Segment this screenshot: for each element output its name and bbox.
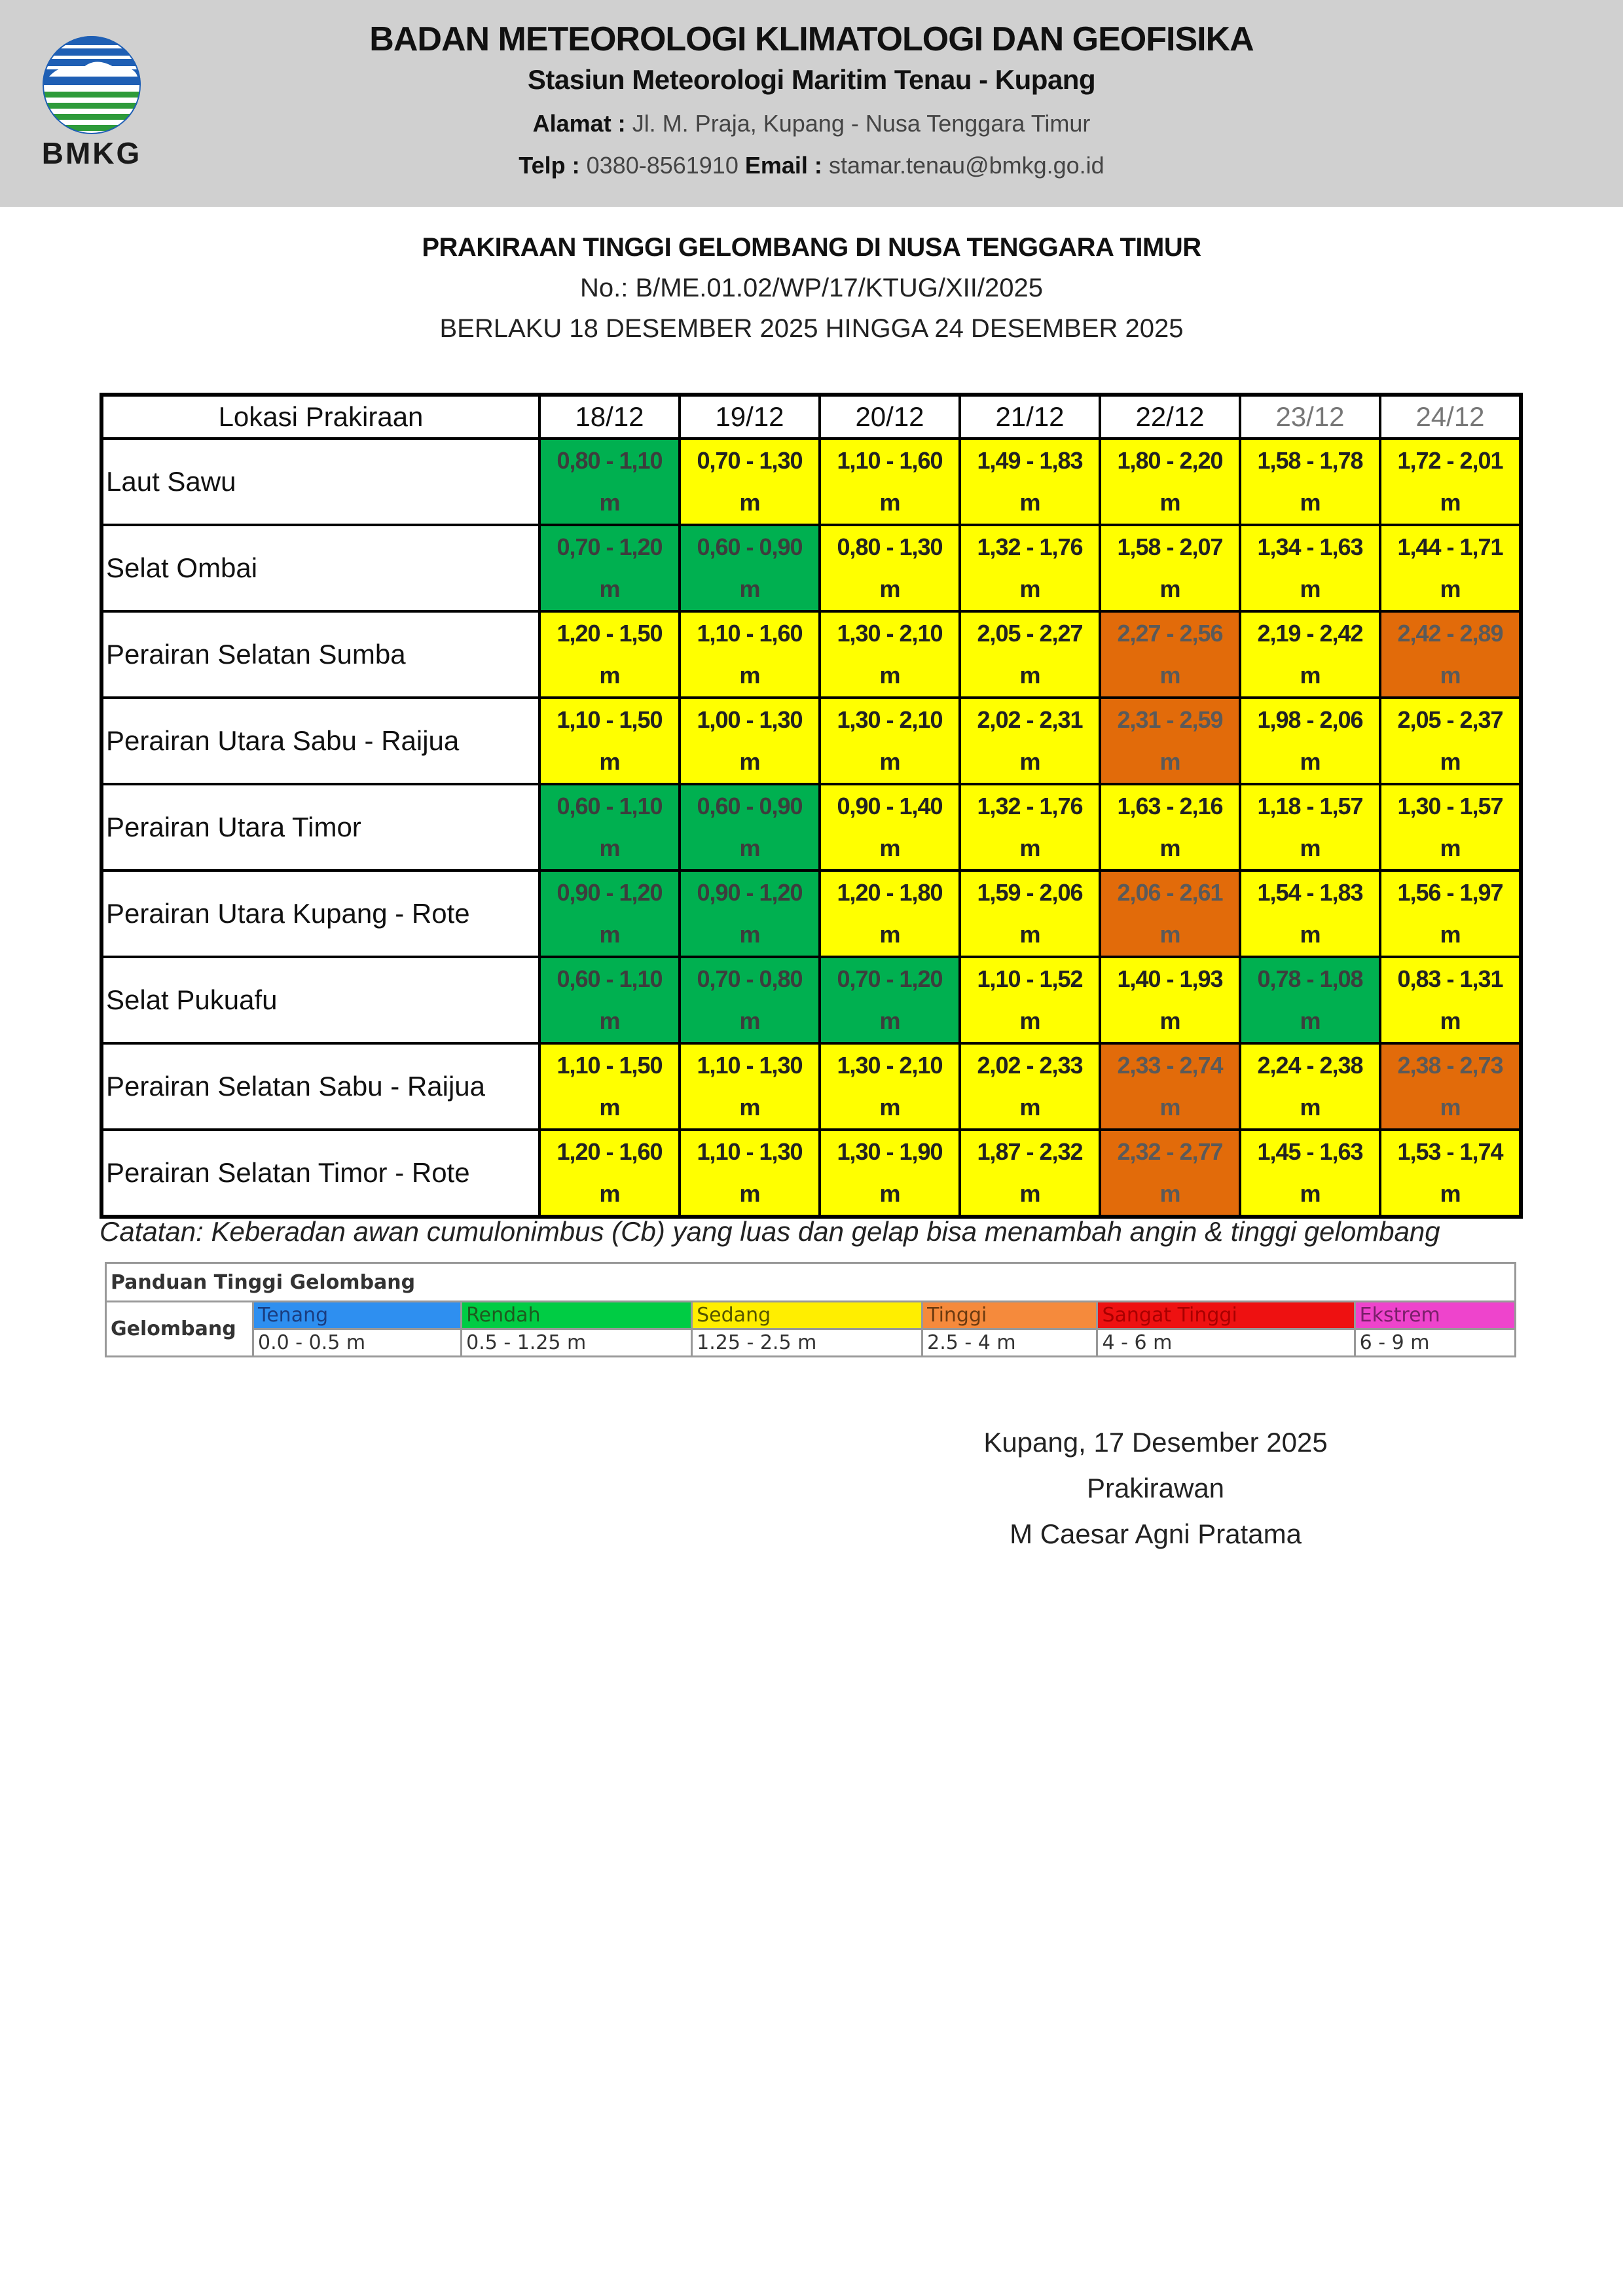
table-row bbox=[101, 698, 1521, 784]
wave-unit: m bbox=[599, 921, 620, 948]
wave-range: 1,30 - 2,10 bbox=[837, 706, 943, 733]
wave-value-cell bbox=[680, 611, 820, 698]
location-cell: Perairan Selatan Timor - Rote bbox=[101, 1130, 539, 1217]
wave-range: 2,42 - 2,89 bbox=[1397, 620, 1503, 647]
validity-period: BERLAKU 18 DESEMBER 2025 HINGGA 24 DESEMBER 2025 bbox=[439, 314, 1184, 343]
wave-unit: m bbox=[1440, 1094, 1461, 1121]
wave-unit: m bbox=[1019, 1007, 1040, 1034]
wave-range: 2,24 - 2,38 bbox=[1257, 1052, 1363, 1079]
legend-category: Rendah bbox=[462, 1302, 692, 1329]
wave-unit: m bbox=[879, 489, 900, 516]
wave-value-cell bbox=[820, 698, 960, 784]
wave-value-cell bbox=[1100, 1043, 1240, 1130]
wave-range: 2,06 - 2,61 bbox=[1117, 879, 1223, 906]
wave-value-cell bbox=[539, 698, 680, 784]
wave-value-cell bbox=[1380, 525, 1521, 611]
wave-value-cell bbox=[1240, 784, 1380, 870]
wave-unit: m bbox=[879, 1094, 900, 1121]
wave-unit: m bbox=[1019, 1094, 1040, 1121]
wave-range: 0,60 - 0,90 bbox=[697, 793, 803, 819]
wave-range: 2,38 - 2,73 bbox=[1397, 1052, 1503, 1079]
wave-unit: m bbox=[1159, 662, 1180, 689]
wave-value-cell bbox=[539, 525, 680, 611]
wave-value-cell bbox=[820, 1130, 960, 1217]
wave-range: 1,34 - 1,63 bbox=[1257, 533, 1363, 560]
wave-unit: m bbox=[739, 575, 760, 602]
legend-category: Tenang bbox=[253, 1302, 462, 1329]
date-header: 24/12 bbox=[1380, 395, 1521, 439]
wave-range: 1,20 - 1,60 bbox=[556, 1138, 663, 1165]
wave-value-cell bbox=[1380, 1130, 1521, 1217]
wave-value-cell bbox=[1100, 698, 1240, 784]
wave-unit: m bbox=[1440, 921, 1461, 948]
wave-unit: m bbox=[1300, 834, 1321, 861]
legend-title: Panduan Tinggi Gelombang bbox=[106, 1263, 1516, 1302]
wave-unit: m bbox=[739, 748, 760, 775]
wave-value-cell bbox=[960, 1043, 1100, 1130]
wave-unit: m bbox=[1300, 662, 1321, 689]
wave-value-cell bbox=[680, 784, 820, 870]
wave-unit: m bbox=[599, 575, 620, 602]
wave-unit: m bbox=[599, 834, 620, 861]
phone-value: 0380-8561910 bbox=[586, 152, 739, 179]
wave-range: 1,30 - 1,90 bbox=[837, 1138, 943, 1165]
legend-category: Ekstrem bbox=[1355, 1302, 1515, 1329]
wave-unit: m bbox=[879, 921, 900, 948]
wave-unit: m bbox=[1019, 834, 1040, 861]
wave-value-cell bbox=[1240, 525, 1380, 611]
letterhead bbox=[0, 0, 1623, 207]
wave-range: 2,33 - 2,74 bbox=[1117, 1052, 1223, 1079]
wave-value-cell bbox=[1380, 784, 1521, 870]
wave-unit: m bbox=[1159, 489, 1180, 516]
wave-unit: m bbox=[599, 1007, 620, 1034]
wave-unit: m bbox=[599, 662, 620, 689]
wave-range: 1,98 - 2,06 bbox=[1257, 706, 1363, 733]
wave-range: 1,54 - 1,83 bbox=[1257, 879, 1363, 906]
wave-unit: m bbox=[1440, 662, 1461, 689]
wave-range: 1,87 - 2,32 bbox=[977, 1138, 1083, 1165]
legend-row-label: Gelombang bbox=[106, 1302, 253, 1357]
wave-value-cell bbox=[820, 957, 960, 1043]
wave-value-cell bbox=[680, 957, 820, 1043]
wave-unit: m bbox=[879, 1180, 900, 1207]
wave-unit: m bbox=[599, 1180, 620, 1207]
wave-value-cell bbox=[960, 439, 1100, 525]
address-label: Alamat : bbox=[532, 110, 626, 137]
wave-value-cell bbox=[680, 525, 820, 611]
wave-range: 0,83 - 1,31 bbox=[1397, 965, 1503, 992]
wave-unit: m bbox=[1019, 662, 1040, 689]
wave-unit: m bbox=[1019, 921, 1040, 948]
wave-unit: m bbox=[599, 1094, 620, 1121]
wave-value-cell bbox=[1100, 439, 1240, 525]
wave-value-cell bbox=[539, 870, 680, 957]
wave-range: 1,30 - 2,10 bbox=[837, 1052, 943, 1079]
wave-value-cell bbox=[820, 1043, 960, 1130]
wave-unit: m bbox=[1440, 834, 1461, 861]
signature-role: Prakirawan bbox=[1086, 1473, 1225, 1503]
table-row bbox=[101, 525, 1521, 611]
wave-value-cell bbox=[1100, 1130, 1240, 1217]
location-cell: Selat Pukuafu bbox=[101, 957, 539, 1043]
wave-range: 0,78 - 1,08 bbox=[1257, 965, 1363, 992]
wave-range: 0,80 - 1,30 bbox=[837, 533, 943, 560]
wave-unit: m bbox=[1019, 1180, 1040, 1207]
wave-unit: m bbox=[1159, 1180, 1180, 1207]
wave-range: 1,10 - 1,30 bbox=[697, 1052, 803, 1079]
wave-value-cell bbox=[960, 698, 1100, 784]
wave-unit: m bbox=[879, 1007, 900, 1034]
wave-range: 0,70 - 0,80 bbox=[697, 965, 803, 992]
wave-unit: m bbox=[1440, 1180, 1461, 1207]
wave-value-cell bbox=[539, 1043, 680, 1130]
wave-range: 1,45 - 1,63 bbox=[1257, 1138, 1363, 1165]
logo-text: BMKG bbox=[41, 136, 142, 170]
wave-value-cell bbox=[960, 1130, 1100, 1217]
wave-value-cell bbox=[960, 525, 1100, 611]
legend-range: 0.5 - 1.25 m bbox=[462, 1329, 692, 1357]
wave-range: 2,05 - 2,37 bbox=[1397, 706, 1503, 733]
forecast-table bbox=[100, 393, 1523, 1219]
wave-unit: m bbox=[879, 662, 900, 689]
wave-range: 1,32 - 1,76 bbox=[977, 533, 1083, 560]
wave-range: 1,59 - 2,06 bbox=[977, 879, 1083, 906]
date-header: 21/12 bbox=[960, 395, 1100, 439]
wave-range: 1,18 - 1,57 bbox=[1257, 793, 1363, 819]
wave-value-cell bbox=[960, 870, 1100, 957]
wave-unit: m bbox=[1159, 1007, 1180, 1034]
date-header: 18/12 bbox=[539, 395, 680, 439]
wave-unit: m bbox=[1300, 1007, 1321, 1034]
wave-unit: m bbox=[599, 748, 620, 775]
wave-value-cell bbox=[1100, 784, 1240, 870]
wave-range: 1,49 - 1,83 bbox=[977, 447, 1083, 474]
wave-unit: m bbox=[1440, 575, 1461, 602]
table-row bbox=[101, 1043, 1521, 1130]
wave-value-cell bbox=[680, 1043, 820, 1130]
wave-range: 1,72 - 2,01 bbox=[1397, 447, 1503, 474]
legend-range: 4 - 6 m bbox=[1097, 1329, 1355, 1357]
wave-value-cell bbox=[1240, 698, 1380, 784]
location-cell: Perairan Utara Sabu - Raijua bbox=[101, 698, 539, 784]
legend-range: 2.5 - 4 m bbox=[922, 1329, 1097, 1357]
location-cell: Perairan Utara Timor bbox=[101, 784, 539, 870]
wave-range: 0,70 - 1,20 bbox=[556, 533, 663, 560]
wave-range: 1,20 - 1,80 bbox=[837, 879, 943, 906]
wave-unit: m bbox=[1440, 1007, 1461, 1034]
wave-unit: m bbox=[739, 1007, 760, 1034]
wave-range: 2,27 - 2,56 bbox=[1117, 620, 1223, 647]
wave-range: 1,10 - 1,60 bbox=[697, 620, 803, 647]
note: Catatan: Keberadan awan cumulonimbus (Cb) yang luas dan gelap bisa menambah angin & tinggi gelombang bbox=[100, 1216, 1440, 1247]
wave-value-cell bbox=[680, 698, 820, 784]
signature-place-date: Kupang, 17 Desember 2025 bbox=[983, 1427, 1328, 1458]
wave-unit: m bbox=[1300, 748, 1321, 775]
wave-range: 1,00 - 1,30 bbox=[697, 706, 803, 733]
wave-unit: m bbox=[739, 834, 760, 861]
wave-legend bbox=[105, 1262, 1516, 1357]
wave-range: 2,31 - 2,59 bbox=[1117, 706, 1223, 733]
wave-range: 1,10 - 1,60 bbox=[837, 447, 943, 474]
wave-value-cell bbox=[1380, 870, 1521, 957]
wave-unit: m bbox=[1300, 575, 1321, 602]
wave-unit: m bbox=[739, 1180, 760, 1207]
org-name: BADAN METEOROLOGI KLIMATOLOGI DAN GEOFISIKA bbox=[369, 20, 1254, 58]
wave-range: 1,10 - 1,50 bbox=[556, 1052, 663, 1079]
wave-unit: m bbox=[1159, 748, 1180, 775]
date-header: 19/12 bbox=[680, 395, 820, 439]
wave-range: 1,30 - 2,10 bbox=[837, 620, 943, 647]
wave-value-cell bbox=[539, 439, 680, 525]
email-label: Email : bbox=[744, 152, 822, 179]
wave-range: 0,70 - 1,30 bbox=[697, 447, 803, 474]
table-row bbox=[101, 1130, 1521, 1217]
table-row bbox=[101, 784, 1521, 870]
table-row bbox=[101, 439, 1521, 525]
date-header: 22/12 bbox=[1100, 395, 1240, 439]
wave-range: 0,80 - 1,10 bbox=[556, 447, 663, 474]
wave-value-cell bbox=[820, 439, 960, 525]
wave-unit: m bbox=[1019, 489, 1040, 516]
date-header: 20/12 bbox=[820, 395, 960, 439]
wave-range: 1,10 - 1,30 bbox=[697, 1138, 803, 1165]
address-value: Jl. M. Praja, Kupang - Nusa Tenggara Timur bbox=[632, 110, 1091, 137]
table-header-row bbox=[101, 395, 1521, 439]
table-row bbox=[101, 957, 1521, 1043]
wave-range: 2,05 - 2,27 bbox=[977, 620, 1083, 647]
wave-range: 1,58 - 1,78 bbox=[1257, 447, 1363, 474]
wave-value-cell bbox=[1380, 698, 1521, 784]
wave-range: 1,58 - 2,07 bbox=[1117, 533, 1223, 560]
wave-unit: m bbox=[1300, 1094, 1321, 1121]
location-cell: Laut Sawu bbox=[101, 439, 539, 525]
wave-range: 0,90 - 1,40 bbox=[837, 793, 943, 819]
wave-value-cell bbox=[1240, 1043, 1380, 1130]
wave-value-cell bbox=[680, 870, 820, 957]
wave-value-cell bbox=[1380, 439, 1521, 525]
wave-unit: m bbox=[1159, 921, 1180, 948]
wave-range: 1,20 - 1,50 bbox=[556, 620, 663, 647]
signature-name: M Caesar Agni Pratama bbox=[1010, 1518, 1302, 1549]
wave-value-cell bbox=[680, 1130, 820, 1217]
wave-unit: m bbox=[1019, 575, 1040, 602]
email-value: stamar.tenau@bmkg.go.id bbox=[828, 152, 1104, 179]
wave-unit: m bbox=[1440, 748, 1461, 775]
wave-value-cell bbox=[960, 957, 1100, 1043]
wave-value-cell bbox=[960, 784, 1100, 870]
wave-range: 1,56 - 1,97 bbox=[1397, 879, 1503, 906]
wave-range: 1,30 - 1,57 bbox=[1397, 793, 1503, 819]
legend-range: 1.25 - 2.5 m bbox=[692, 1329, 922, 1357]
address-line bbox=[0, 110, 1623, 137]
wave-value-cell bbox=[1380, 611, 1521, 698]
wave-value-cell bbox=[1240, 957, 1380, 1043]
wave-value-cell bbox=[820, 784, 960, 870]
wave-range: 0,60 - 0,90 bbox=[697, 533, 803, 560]
wave-range: 1,10 - 1,52 bbox=[977, 965, 1083, 992]
wave-value-cell bbox=[820, 611, 960, 698]
wave-range: 1,53 - 1,74 bbox=[1397, 1138, 1503, 1165]
wave-value-cell bbox=[1100, 957, 1240, 1043]
wave-range: 2,02 - 2,33 bbox=[977, 1052, 1083, 1079]
contact-line bbox=[0, 152, 1623, 179]
wave-value-cell bbox=[1380, 957, 1521, 1043]
location-cell: Perairan Selatan Sabu - Raijua bbox=[101, 1043, 539, 1130]
wave-unit: m bbox=[1159, 834, 1180, 861]
wave-unit: m bbox=[879, 575, 900, 602]
wave-value-cell bbox=[539, 957, 680, 1043]
wave-value-cell bbox=[539, 611, 680, 698]
document-number: No.: B/ME.01.02/WP/17/KTUG/XII/2025 bbox=[580, 274, 1043, 302]
wave-value-cell bbox=[1100, 611, 1240, 698]
wave-unit: m bbox=[1300, 921, 1321, 948]
wave-value-cell bbox=[539, 1130, 680, 1217]
legend-category: Sedang bbox=[692, 1302, 922, 1329]
legend-category: Tinggi bbox=[922, 1302, 1097, 1329]
location-cell: Perairan Selatan Sumba bbox=[101, 611, 539, 698]
wave-value-cell bbox=[1240, 611, 1380, 698]
station-name: Stasiun Meteorologi Maritim Tenau - Kupang bbox=[527, 64, 1096, 95]
wave-value-cell bbox=[1240, 1130, 1380, 1217]
wave-unit: m bbox=[879, 834, 900, 861]
date-header: 23/12 bbox=[1240, 395, 1380, 439]
wave-unit: m bbox=[739, 921, 760, 948]
legend-range: 6 - 9 m bbox=[1355, 1329, 1515, 1357]
wave-range: 1,63 - 2,16 bbox=[1117, 793, 1223, 819]
location-cell: Selat Ombai bbox=[101, 525, 539, 611]
wave-range: 0,70 - 1,20 bbox=[837, 965, 943, 992]
wave-unit: m bbox=[739, 662, 760, 689]
wave-unit: m bbox=[1300, 1180, 1321, 1207]
wave-range: 1,10 - 1,50 bbox=[556, 706, 663, 733]
location-cell: Perairan Utara Kupang - Rote bbox=[101, 870, 539, 957]
wave-range: 0,60 - 1,10 bbox=[556, 793, 663, 819]
wave-range: 2,32 - 2,77 bbox=[1117, 1138, 1223, 1165]
wave-range: 0,90 - 1,20 bbox=[697, 879, 803, 906]
location-header: Lokasi Prakiraan bbox=[101, 395, 539, 439]
wave-range: 1,40 - 1,93 bbox=[1117, 965, 1223, 992]
phone-label: Telp : bbox=[519, 152, 580, 179]
wave-unit: m bbox=[1159, 1094, 1180, 1121]
wave-range: 1,44 - 1,71 bbox=[1397, 533, 1503, 560]
wave-value-cell bbox=[960, 611, 1100, 698]
wave-value-cell bbox=[1380, 1043, 1521, 1130]
wave-value-cell bbox=[820, 870, 960, 957]
wave-unit: m bbox=[1440, 489, 1461, 516]
wave-range: 0,60 - 1,10 bbox=[556, 965, 663, 992]
wave-unit: m bbox=[739, 1094, 760, 1121]
legend-category: Sangat Tinggi bbox=[1097, 1302, 1355, 1329]
wave-unit: m bbox=[1159, 575, 1180, 602]
wave-unit: m bbox=[739, 489, 760, 516]
wave-range: 2,02 - 2,31 bbox=[977, 706, 1083, 733]
wave-range: 0,90 - 1,20 bbox=[556, 879, 663, 906]
wave-range: 1,32 - 1,76 bbox=[977, 793, 1083, 819]
table-row bbox=[101, 870, 1521, 957]
wave-value-cell bbox=[539, 784, 680, 870]
wave-value-cell bbox=[1100, 525, 1240, 611]
wave-value-cell bbox=[1100, 870, 1240, 957]
wave-unit: m bbox=[1300, 489, 1321, 516]
document-title: PRAKIRAAN TINGGI GELOMBANG DI NUSA TENGGARA TIMUR bbox=[422, 233, 1201, 262]
wave-unit: m bbox=[599, 489, 620, 516]
wave-value-cell bbox=[1240, 870, 1380, 957]
wave-unit: m bbox=[879, 748, 900, 775]
legend-range: 0.0 - 0.5 m bbox=[253, 1329, 462, 1357]
wave-value-cell bbox=[680, 439, 820, 525]
wave-unit: m bbox=[1019, 748, 1040, 775]
wave-range: 2,19 - 2,42 bbox=[1257, 620, 1363, 647]
table-row bbox=[101, 611, 1521, 698]
wave-range: 1,80 - 2,20 bbox=[1117, 447, 1223, 474]
wave-value-cell bbox=[1240, 439, 1380, 525]
wave-value-cell bbox=[820, 525, 960, 611]
